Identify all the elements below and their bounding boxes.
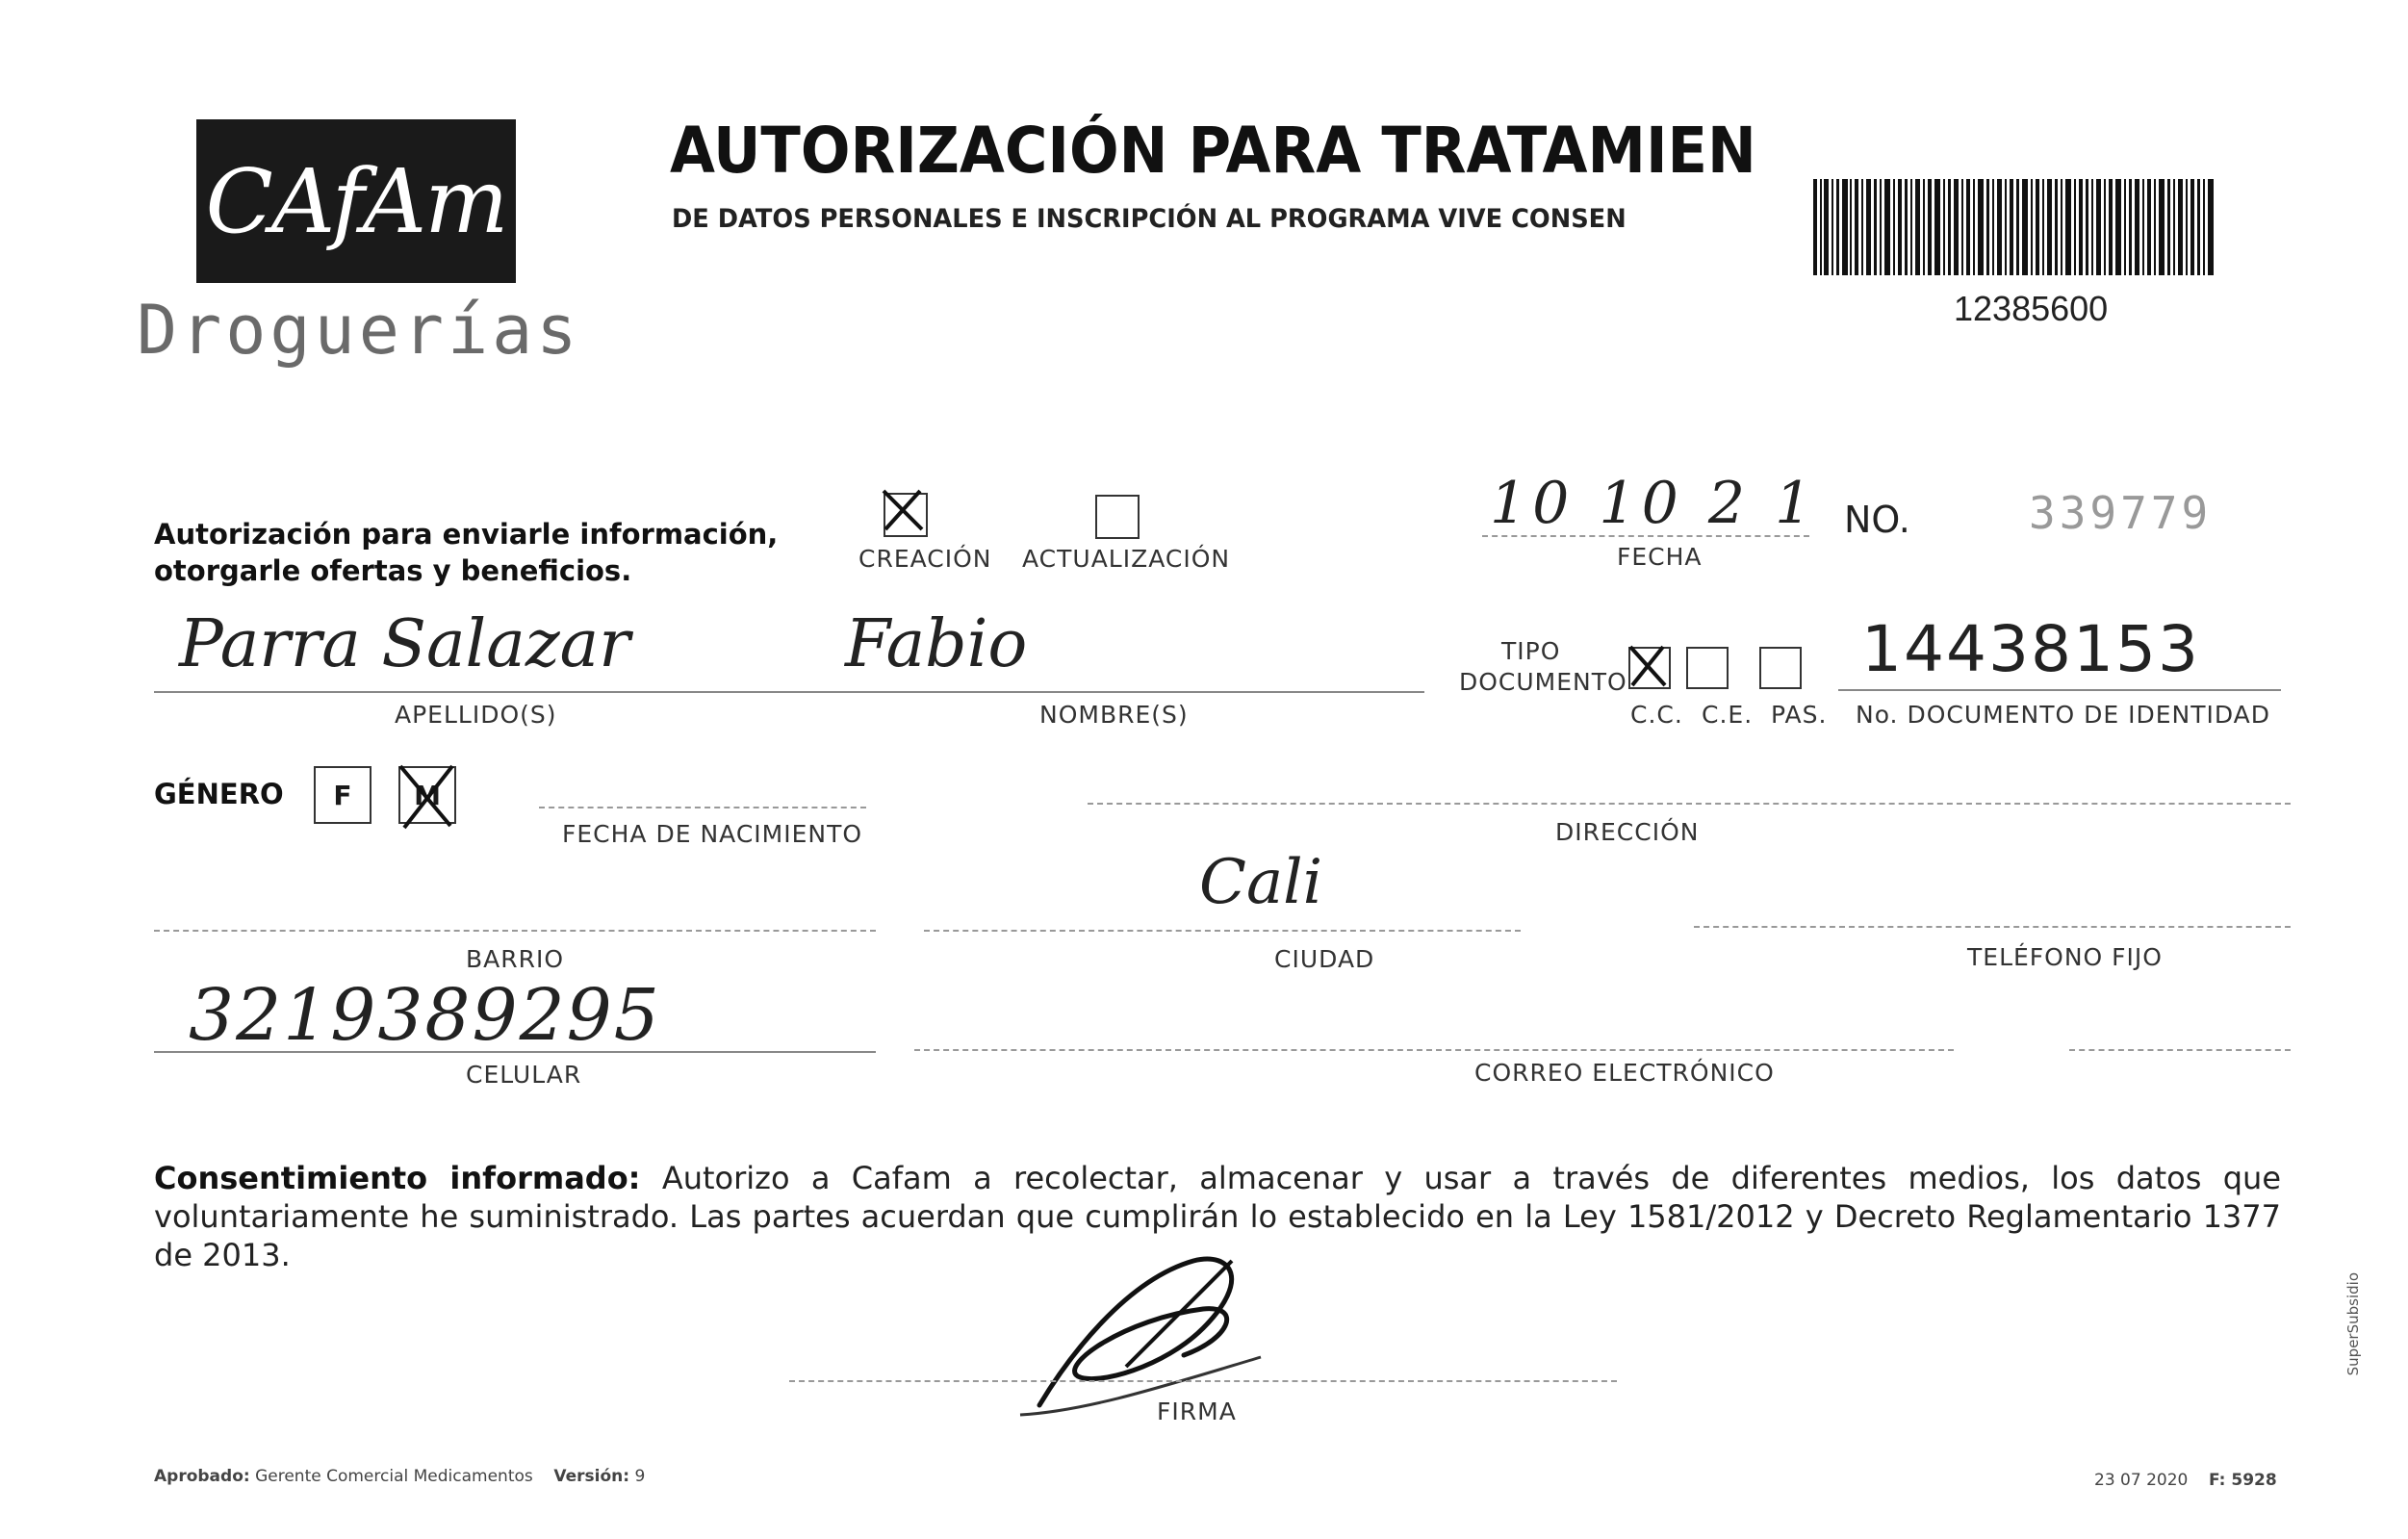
creacion-checkbox[interactable]	[884, 493, 928, 537]
fecha-value: 10 10 2 1	[1490, 470, 1818, 537]
consent-text: Autorizo a Cafam a recolectar, almacenar y usar a través de diferentes medios, los datos que voluntariamente he suministrado. Las partes acuerdan que cumplirán lo establecido en la Ley 1581/2012 y Decreto Reglamentario 1377 de 2013.	[154, 1160, 2282, 1273]
no-label: NO.	[1844, 499, 1910, 541]
ce-label: C.E.	[1702, 701, 1754, 729]
aprobado-label: Aprobado:	[154, 1467, 250, 1486]
check-x-icon	[1623, 641, 1673, 691]
ce-checkbox[interactable]	[1686, 647, 1729, 689]
pas-checkbox[interactable]	[1759, 647, 1802, 689]
logo-subtitle: Droguerías	[137, 291, 581, 370]
document-number-value[interactable]: 14438153	[1861, 612, 2200, 686]
form-title: AUTORIZACIÓN PARA TRATAMIEN	[670, 114, 1756, 188]
gender-m-label: M	[414, 779, 441, 811]
ciudad-label: CIUDAD	[1274, 945, 1375, 973]
fecha-label: FECHA	[1617, 543, 1703, 571]
consent-heading: Consentimiento informado:	[154, 1160, 641, 1196]
form-code: F: 5928	[2208, 1471, 2277, 1490]
celular-label: CELULAR	[466, 1061, 582, 1089]
tipo-label: TIPO	[1501, 637, 1561, 665]
pas-label: PAS.	[1771, 701, 1828, 729]
version-label: Versión:	[553, 1467, 630, 1486]
footer-date: 23 07 2020	[2094, 1471, 2189, 1490]
check-x-icon	[391, 758, 464, 832]
supersubsidio-side-label: SuperSubsidio	[2344, 1272, 2362, 1376]
creacion-label: CREACIÓN	[858, 545, 992, 573]
ciudad-value[interactable]: Cali	[1199, 847, 1323, 918]
barrio-label: BARRIO	[466, 945, 565, 973]
apellidos-label: APELLIDO(S)	[395, 701, 557, 729]
intro-line-2: otorgarle ofertas y beneficios.	[154, 554, 632, 587]
birth-date-label: FECHA DE NACIMIENTO	[562, 820, 863, 848]
gender-f-label: F	[333, 779, 352, 811]
logo-text: CAfAm	[205, 149, 507, 253]
aprobado-value: Gerente Comercial Medicamentos	[255, 1467, 533, 1486]
correo-label: CORREO ELECTRÓNICO	[1474, 1059, 1775, 1087]
firma-label: FIRMA	[1157, 1398, 1237, 1425]
version-value: 9	[634, 1467, 646, 1486]
document-number-label: No. DOCUMENTO DE IDENTIDAD	[1856, 701, 2271, 729]
apellidos-value[interactable]: Parra Salazar	[179, 606, 630, 682]
cc-label: C.C.	[1630, 701, 1683, 729]
footer-right	[2094, 1471, 2277, 1490]
barcode-number: 12385600	[1954, 289, 2109, 328]
barcode-icon	[1813, 179, 2214, 275]
actualizacion-label: ACTUALIZACIÓN	[1022, 545, 1231, 573]
cafam-logo	[196, 119, 516, 283]
check-x-icon	[878, 487, 928, 533]
gender-f-option[interactable]	[314, 766, 371, 824]
documento-label: DOCUMENTO	[1459, 668, 1627, 696]
nombres-label: NOMBRE(S)	[1039, 701, 1189, 729]
footer-left	[154, 1467, 645, 1486]
form-subtitle: DE DATOS PERSONALES E INSCRIPCIÓN AL PROGRAMA VIVE CONSEN	[672, 204, 1627, 234]
actualizacion-checkbox[interactable]	[1095, 495, 1140, 539]
telefono-label: TELÉFONO FIJO	[1967, 943, 2163, 971]
gender-m-option[interactable]	[398, 766, 456, 824]
celular-value[interactable]: 3219389295	[189, 974, 661, 1057]
genero-label: GÉNERO	[154, 778, 284, 810]
nombres-value[interactable]: Fabio	[845, 606, 1028, 682]
signature-icon	[1011, 1242, 1299, 1424]
form-number: 339779	[2029, 487, 2213, 539]
direccion-label: DIRECCIÓN	[1555, 818, 1700, 846]
intro-line-1: Autorización para enviarle información,	[154, 518, 779, 551]
cc-checkbox[interactable]	[1628, 647, 1671, 689]
